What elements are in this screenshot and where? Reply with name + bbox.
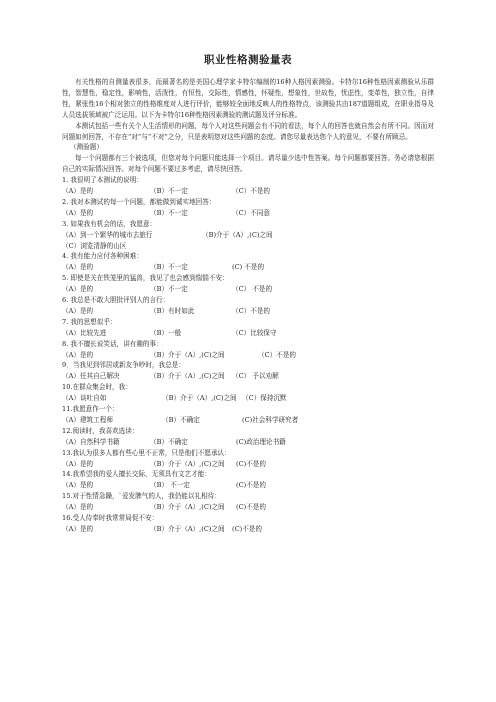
options-row bbox=[62, 262, 434, 273]
option-c[interactable]: （C） 不是的 bbox=[232, 285, 273, 294]
options-row bbox=[62, 459, 434, 470]
options-row bbox=[62, 284, 434, 295]
option-a[interactable]: （A）是的 bbox=[62, 524, 94, 533]
options-row bbox=[62, 230, 434, 241]
option-c[interactable]: (C)不是的 bbox=[236, 459, 266, 468]
option-b[interactable]: （B）介于（A）,(C)之间 bbox=[150, 372, 225, 381]
option-a[interactable]: （A）建筑工程师 bbox=[62, 415, 113, 424]
options-row bbox=[62, 306, 434, 317]
question-text: 3. 如果我有机会的话，我愿意： bbox=[62, 219, 157, 228]
question-text: 8. 我不擅长说笑话，讲有趣的事： bbox=[62, 339, 163, 348]
option-b[interactable]: （B）介于（A）,(C)之间 bbox=[150, 350, 225, 359]
question-list bbox=[62, 175, 434, 535]
question-text: 12.阅读时，我喜欢选读： bbox=[62, 426, 139, 435]
options-row bbox=[62, 350, 434, 361]
question-text: 4. 我有能力应付各种困难： bbox=[62, 252, 143, 261]
question-text: 6. 我总是不敢大胆批评别人的言行： bbox=[62, 296, 170, 305]
option-b[interactable]: （B）不一定 bbox=[150, 187, 188, 196]
option-c[interactable]: (C)不是的 bbox=[236, 481, 266, 490]
intro-paragraph-1: 有关性格的自测量表很多，而最著名的是美国心理学家卡特尔编制的16种人格因素测验。卡特尔16种性格因素测验从乐群性，智慧性，稳定性，影响性，活泼性，有恒性，交际性，情感性，怀疑性，想象性，世故性，忧虑性，变革性，独立性，自律性，紧张性16个相对独立的性格维度对人进行评价，能够较全面地反映人的性格特点，该测验共由187道题组成，在职业指导及人员选拔领域被广泛运用。以下为卡特尔16种性格因素测验的测试题及评分标准。 bbox=[62, 78, 434, 119]
option-a[interactable]: （A）是的 bbox=[62, 208, 94, 217]
option-b[interactable]: （B）不确定 bbox=[162, 415, 200, 424]
option-c[interactable]: （C） 予以劝解 bbox=[232, 372, 279, 381]
options-row bbox=[62, 437, 434, 448]
question-text: 5. 即使是关在铁笼里的猛兽，我见了也会感到惴惴不安： bbox=[62, 274, 229, 283]
option-b[interactable]: （B）介于（A）,(C)之间 bbox=[150, 459, 225, 468]
option-c[interactable]: (C)不是的 bbox=[236, 503, 266, 512]
option-a[interactable]: （A）是的 bbox=[62, 263, 94, 272]
options-row bbox=[62, 328, 434, 339]
option-b[interactable]: （B）不确定 bbox=[150, 437, 188, 446]
question-text: 7. 我的思想似乎： bbox=[62, 317, 117, 326]
option-b[interactable]: （B）介于（A）,(C)之间 bbox=[150, 524, 225, 533]
option-b[interactable]: （B）介于（A）,(C)之间 bbox=[162, 394, 237, 403]
option-c[interactable]: （C）保持沉默 bbox=[242, 394, 287, 403]
options-row bbox=[62, 415, 434, 426]
option-b[interactable]: （B）有时如此 bbox=[150, 306, 195, 315]
option-a[interactable]: （A）到一个繁华的城市去旅行 bbox=[62, 230, 153, 239]
options-row bbox=[62, 208, 434, 219]
options-row bbox=[62, 371, 434, 382]
question-text: 10.在群众集会时，我： bbox=[62, 383, 132, 392]
option-c[interactable]: （C）不同意 bbox=[232, 208, 271, 217]
options-row bbox=[62, 502, 434, 513]
option-b[interactable]: （B）不一定 bbox=[150, 285, 188, 294]
section-label: （测验题） bbox=[70, 143, 103, 152]
option-b[interactable]: （B）介于（A）,(C)之间 bbox=[150, 503, 225, 512]
options-row bbox=[62, 524, 434, 535]
option-c[interactable]: （C）不是的 bbox=[232, 306, 271, 315]
option-a[interactable]: （A）是的 bbox=[62, 187, 94, 196]
option-c[interactable]: (C)政治理论书籍 bbox=[236, 437, 286, 446]
option-a[interactable]: （A）是的 bbox=[62, 503, 94, 512]
options-row bbox=[62, 480, 434, 491]
option-a[interactable]: （A）是的 bbox=[62, 285, 94, 294]
document-page bbox=[62, 52, 434, 535]
option-c[interactable]: （C）比较保守 bbox=[232, 328, 277, 337]
option-b[interactable]: （B)介于（A）,(C)之间 bbox=[202, 230, 273, 239]
options-row bbox=[62, 393, 434, 404]
option-a[interactable]: （A）是的 bbox=[62, 481, 94, 490]
option-a[interactable]: （A）是的 bbox=[62, 459, 94, 468]
question-text: 14.我希望我的爱人擅长交际，无须具有文艺才能： bbox=[62, 470, 211, 479]
option-a[interactable]: （A）是的 bbox=[62, 306, 94, 315]
option-c[interactable]: (C) 不是的 bbox=[232, 263, 265, 272]
options-row bbox=[62, 186, 434, 197]
option-b[interactable]: （B） 不一定 bbox=[150, 481, 190, 490]
option-c[interactable]: (C)不是的 bbox=[232, 524, 262, 533]
question-text: 1. 我很明了本测试的说明： bbox=[62, 176, 143, 185]
option-b[interactable]: （B）不一定 bbox=[150, 208, 188, 217]
option-a[interactable]: （A）比较先进 bbox=[62, 328, 107, 337]
question-text: 15.对于性情急躁，`爱发脾气的人，我仍能以礼相待： bbox=[62, 492, 221, 501]
option-c[interactable]: （C）浏览清静的山区 bbox=[62, 241, 127, 250]
intro-paragraph-2: 本测试包括一些有关个人生活情形的问题，每个人对这些问题会有不同的看法，每个人的回答也就自然会有所不同。因而对问题如何回答，不存在“对”与“不对”之分，只是表明您对这些问题的态度。请您尽量表达您个人的意见，不要有所顾忌。 bbox=[62, 121, 434, 141]
question-text: 13.我认为很多人都有些心里不正常，只是他们不愿承认： bbox=[62, 448, 231, 457]
option-c[interactable]: (C)社会科学研究者 bbox=[242, 415, 299, 424]
option-a[interactable]: （A）自然科学书籍 bbox=[62, 437, 120, 446]
page-title: 职业性格测验量表 bbox=[204, 54, 292, 66]
option-a[interactable]: （A）是的 bbox=[62, 350, 94, 359]
option-b[interactable]: （B）一般 bbox=[150, 328, 182, 337]
question-text: 9．当我见到邻居或新友争吵时，我总是： bbox=[62, 361, 185, 370]
question-text: 16.受人侍奉时我常常局促不安： bbox=[62, 514, 159, 523]
option-a[interactable]: （A）谈吐自如 bbox=[62, 394, 107, 403]
option-c[interactable]: （C）不是的 bbox=[232, 187, 271, 196]
option-c[interactable]: （C）不是的 bbox=[258, 350, 297, 359]
option-a[interactable]: （A）任其自己解决 bbox=[62, 372, 120, 381]
question-text: 2. 我对本测试的每一个问题，都能做到诚实地回答： bbox=[62, 197, 216, 206]
option-b[interactable]: （B）不一定 bbox=[150, 263, 188, 272]
instruction-paragraph: 每一个问题都有三个被选项，但您对每个问题只能选择一个项目。请尽量少选中性答案。每个问题都要回答。务必请您根据自己的实际情况回答。对每个问题不要过多考虑，请尽快回答。 bbox=[62, 154, 434, 174]
question-text: 11.我愿意作一个： bbox=[62, 405, 119, 414]
